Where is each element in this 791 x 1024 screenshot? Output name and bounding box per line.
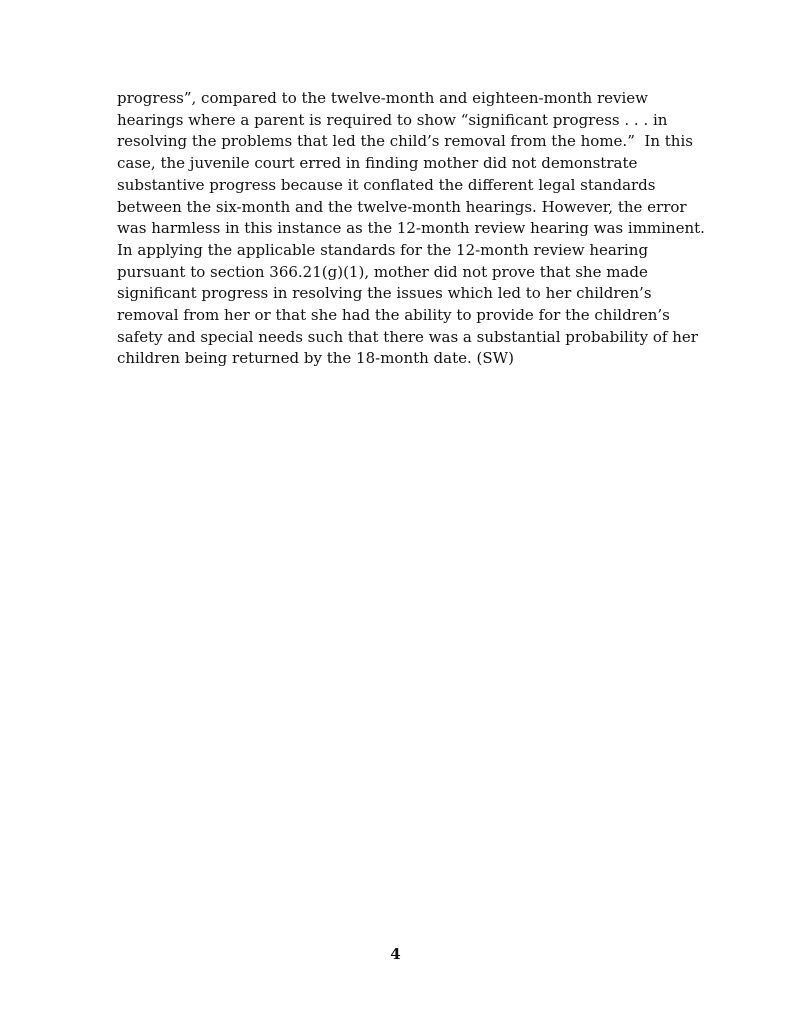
paragraph-line-3: resolving the problems that led the child’s removal from the home.” In this [117,132,693,151]
case-summary-paragraph [117,88,705,370]
page-number: 4 [390,945,401,963]
paragraph-line-6: between the six-month and the twelve-month hearings. However, the error [117,197,687,216]
paragraph-line-2: hearings where a parent is required to show “significant progress . . . in [117,110,668,129]
paragraph-line-13: children being returned by the 18-month date. (SW) [117,349,514,368]
paragraph-line-10: significant progress in resolving the issues which led to her children’s [117,284,652,303]
paragraph-line-12: safety and special needs such that there was a substantial probability of her [117,327,698,346]
paragraph-line-8: In applying the applicable standards for the 12-month review hearing [117,240,649,259]
paragraph-line-4: case, the juvenile court erred in finding mother did not demonstrate [117,154,638,173]
paragraph-line-11: removal from her or that she had the ability to provide for the children’s [117,306,670,325]
paragraph-line-5: substantive progress because it conflated the different legal standards [117,175,656,194]
paragraph-line-1: progress”, compared to the twelve-month and eighteen-month review [117,89,648,107]
paragraph-line-7: was harmless in this instance as the 12-month review hearing was imminent. [117,219,705,238]
paragraph-line-9: pursuant to section 366.21(g)(1), mother did not prove that she made [117,262,648,281]
